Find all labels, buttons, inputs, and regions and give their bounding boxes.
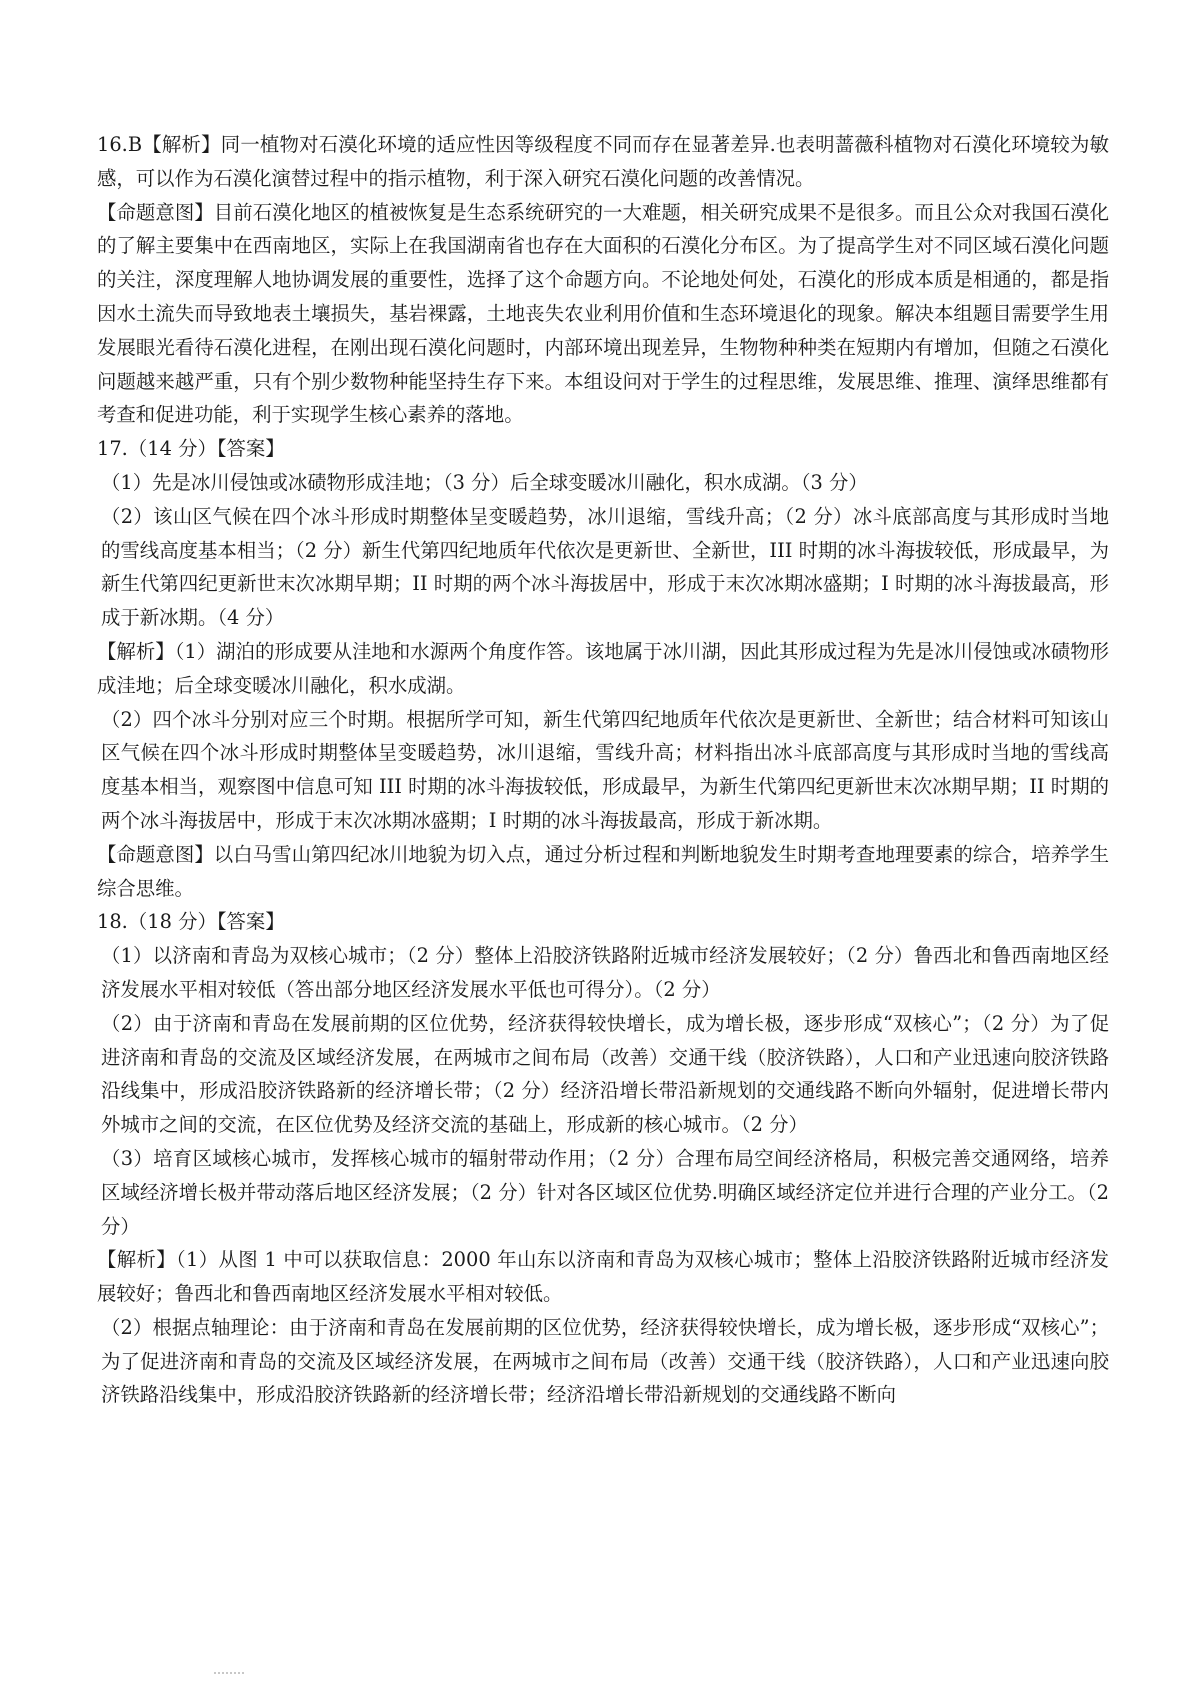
q18-answer-3: （3）培育区域核心城市，发挥核心城市的辐射带动作用；（2 分）合理布局空间经济格局，积极完善交通网络，培养区域经济增长极并带动落后地区经济发展；（2 分）针对各区域区位优势.明确区域经济定位并进行合理的产业分工。（2 分） <box>101 1146 1109 1238</box>
q17-answer-1: （1）先是冰川侵蚀或冰碛物形成洼地；（3 分）后全球变暖冰川融化，积水成湖。（3 分） <box>101 470 868 494</box>
q18-analysis-2: （2）根据点轴理论：由于济南和青岛在发展前期的区位优势，经济获得较快增长，成为增长极，逐步形成“双核心”；为了促进济南和青岛的交流及区域经济发展，在两城市之间布局（改善）交通干线（胶济铁路），人口和产业迅速向胶济铁路沿线集中，形成沿胶济铁路新的经济增长带；经济沿增长带沿新规划的交通线路不断向 <box>101 1315 1109 1407</box>
q18-analysis-1: 【解析】（1）从图 1 中可以获取信息：2000 年山东以济南和青岛为双核心城市；整体上沿胶济铁路附近城市经济发展较好；鲁西北和鲁西南地区经济发展水平相对较低。 <box>97 1248 1109 1306</box>
q18-answer-1: （1）以济南和青岛为双核心城市；（2 分）整体上沿胶济铁路附近城市经济发展较好；（2 分）鲁西北和鲁西南地区经济发展水平相对较低（答出部分地区经济发展水平低也可得分）。（2 分） <box>101 944 1109 1001</box>
q17-analysis-1: 【解析】（1）湖泊的形成要从洼地和水源两个角度作答。该地属于冰川湖，因此其形成过程为先是冰川侵蚀或冰碛物形成洼地；后全球变暖冰川融化，积水成湖。 <box>97 639 1109 697</box>
q16-answer: 16.B【解析】同一植物对石漠化环境的适应性因等级程度不同而存在显著差异.也表明蔷薇科植物对石漠化环境较为敏感，可以作为石漠化演替过程中的指示植物，利于深入研究石漠化问题的改善情况。 <box>97 133 1109 190</box>
document-page <box>97 128 1109 1412</box>
footer-mark <box>214 1672 244 1677</box>
q18-heading: 18.（18 分）【答案】 <box>97 910 285 934</box>
q16-intent: 【命题意图】目前石漠化地区的植被恢复是生态系统研究的一大难题，相关研究成果不是很多。而且公众对我国石漠化的了解主要集中在西南地区，实际上在我国湖南省也存在大面积的石漠化分布区。为了提高学生对不同区域石漠化问题的关注，深度理解人地协调发展的重要性，选择了这个命题方向。不论地处何处，石漠化的形成本质是相通的，都是指因水土流失而导致地表土壤损失，基岩裸露，土地丧失农业利用价值和生态环境退化的现象。解决本组题目需要学生用发展眼光看待石漠化进程，在刚出现石漠化问题时，内部环境出现差异，生物物种种类在短期内有增加，但随之石漠化问题越来越严重，只有个别少数物种能坚持生存下来。本组设问对于学生的过程思维，发展思维、推理、演绎思维都有考查和促进功能，利于实现学生核心素养的落地。 <box>97 200 1109 427</box>
q17-intent: 【命题意图】以白马雪山第四纪冰川地貌为切入点，通过分析过程和判断地貌发生时期考查地理要素的综合，培养学生综合思维。 <box>97 842 1109 900</box>
q17-answer-2: （2）该山区气候在四个冰斗形成时期整体呈变暖趋势，冰川退缩，雪线升高；（2 分）冰斗底部高度与其形成时当地的雪线高度基本相当；（2 分）新生代第四纪地质年代依次是更新世、全新世，III 时期的冰斗海拔较低，形成最早，为新生代第四纪更新世末次冰期早期；II 时期的两个冰斗海拔居中，形成于末次冰期冰盛期；I 时期的冰斗海拔最高，形成于新冰期。（4 分） <box>101 504 1109 630</box>
q17-heading: 17.（14 分）【答案】 <box>97 437 285 461</box>
q18-answer-2: （2）由于济南和青岛在发展前期的区位优势，经济获得较快增长，成为增长极，逐步形成“双核心”；（2 分）为了促进济南和青岛的交流及区域经济发展，在两城市之间布局（改善）交通干线（胶济铁路），人口和产业迅速向胶济铁路沿线集中，形成沿胶济铁路新的经济增长带；（2 分）经济沿增长带沿新规划的交通线路不断向外辐射，促进增长带内外城市之间的交流，在区位优势及经济交流的基础上，形成新的核心城市。（2 分） <box>101 1011 1109 1137</box>
q17-analysis-2: （2）四个冰斗分别对应三个时期。根据所学可知，新生代第四纪地质年代依次是更新世、全新世；结合材料可知该山区气候在四个冰斗形成时期整体呈变暖趋势，冰川退缩，雪线升高；材料指出冰斗底部高度与其形成时当地的雪线高度基本相当，观察图中信息可知 III 时期的冰斗海拔较低，形成最早，为新生代第四纪更新世末次冰期早期；II 时期的两个冰斗海拔居中，形成于末次冰期冰盛期；I 时期的冰斗海拔最高，形成于新冰期。 <box>101 707 1109 832</box>
